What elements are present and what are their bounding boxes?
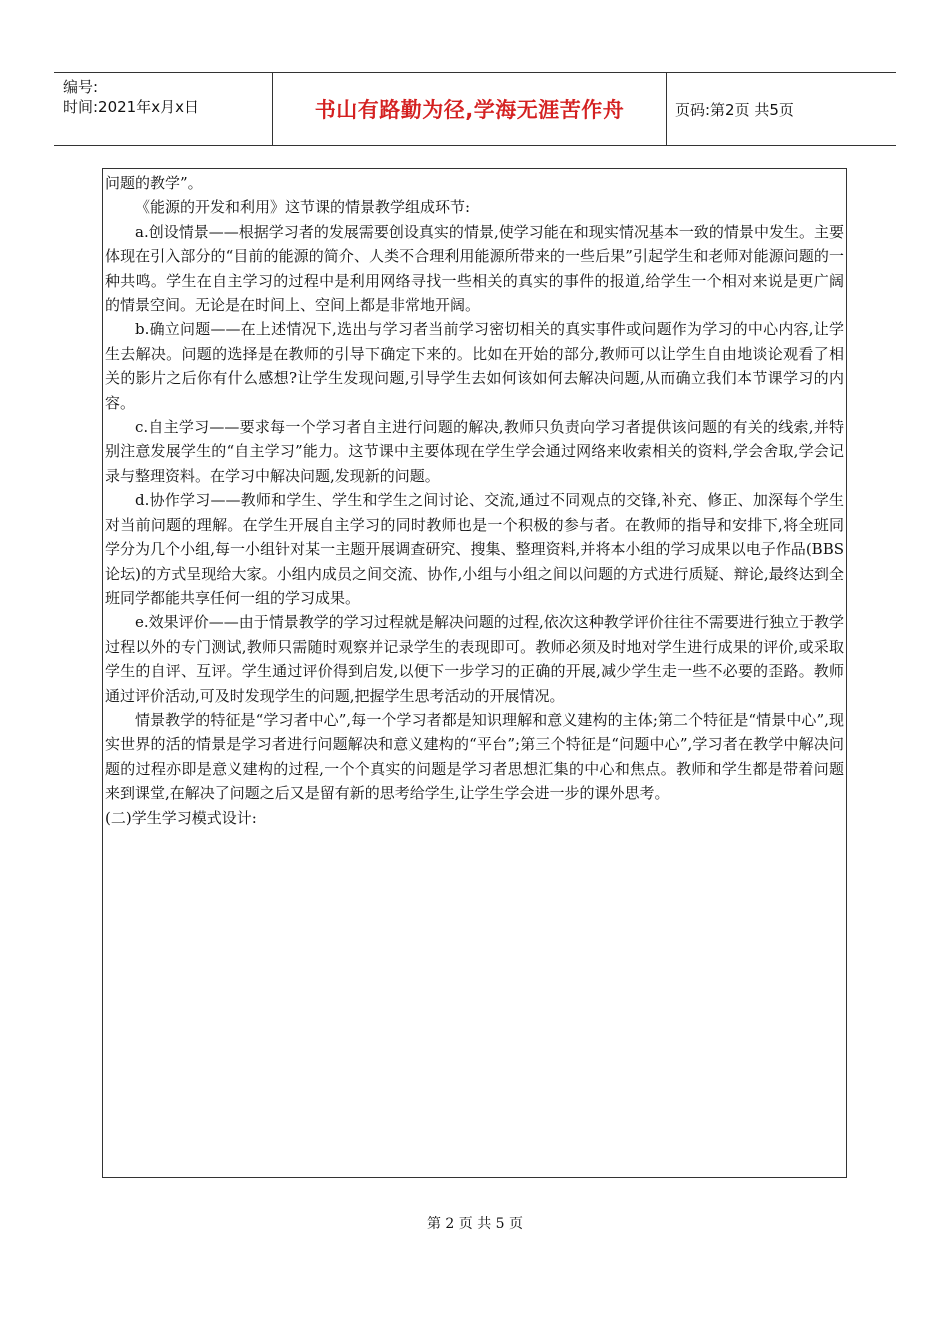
header-meta bbox=[63, 77, 273, 117]
section-heading: (二)学生学习模式设计: bbox=[105, 808, 257, 827]
paragraph: d.协作学习——教师和学生、学生和学生之间讨论、交流,通过不同观点的交锋,补充、修正、加深每个学生对当前问题的理解。在学生开展自主学习的同时教师也是一个积极的参与者。在教师的指导和安排下,将全班同学分为几个小组,每一小组针对某一主题开展调查研究、搜集、整理资料,并将本小组的学习成果以电子作品(BBS论坛)的方式呈现给大家。小组内成员之间交流、协作,小组与小组之间以问题的方式进行质疑、辩论,最终达到全班同学都能共享任何一组的学习成果。 bbox=[105, 491, 844, 607]
paragraph: 问题的教学”。 bbox=[105, 174, 203, 192]
paragraph: c.自主学习——要求每一个学习者自主进行问题的解决,教师只负责向学习者提供该问题的有关的线索,并特别注意发展学生的“自主学习”能力。这节课中主要体现在学生学会通过网络来收索相关的资料,学会舍取,学会记录与整理资料。在学习中解决问题,发现新的问题。 bbox=[105, 418, 844, 485]
document-number-label: 编号: bbox=[63, 78, 99, 96]
paragraph: e.效果评价——由于情景教学的学习过程就是解决问题的过程,依次这种教学评价往往不需要进行独立于教学过程以外的专门测试,教师只需随时观察并记录学生的表现即可。教师必须及时地对学生进行成果的评价,或采取学生的自评、互评。学生通过评价得到启发,以便下一步学习的正确的开展,减少学生走一些不必要的歪路。教师通过评价活动,可及时发现学生的问题,把握学生思考活动的开展情况。 bbox=[105, 613, 844, 705]
page-footer: 第 2 页 共 5 页 bbox=[426, 1216, 524, 1232]
paragraph: b.确立问题——在上述情况下,选出与学习者当前学习密切相关的真实事件或问题作为学习的中心内容,让学生去解决。问题的选择是在教师的引导下确定下来的。比如在开始的部分,教师可以让学生自由地谈论观看了相关的影片之后你有什么感想?让学生发现问题,引导学生去如何该如何去解决问题,从而确立我们本节课学习的内容。 bbox=[105, 320, 844, 412]
page-header bbox=[54, 72, 896, 146]
content-box bbox=[102, 168, 847, 1178]
header-divider bbox=[666, 73, 667, 145]
document-time-label: 时间:2021年x月x日 bbox=[63, 98, 199, 116]
paragraph: 《能源的开发和利用》这节课的情景教学组成环节: bbox=[135, 198, 471, 217]
header-page-info: 页码:第2页 共5页 bbox=[675, 100, 794, 119]
paragraph: 情景教学的特征是“学习者中心”,每一个学习者都是知识理解和意义建构的主体;第二个特征是“情景中心”,现实世界的活的情景是学习者进行问题解决和意义建构的“平台”;第三个特征是“问题中心”,学习者在教学中解决问题的过程亦即是意义建构的过程,一个个真实的问题是学习者思想汇集的中心和焦点。教师和学生都是带着问题来到课堂,在解决了问题之后又是留有新的思考给学生,让学生学会进一步的课外思考。 bbox=[105, 710, 844, 803]
body-text bbox=[105, 171, 844, 830]
paragraph: a.创设情景——根据学习者的发展需要创设真实的情景,使学习能在和现实情况基本一致的情景中发生。主要体现在引入部分的“目前的能源的简介、人类不合理利用能源所带来的一些后果”引起学生和老师对能源问题的一种共鸣。学生在自主学习的过程中是利用网络寻找一些相关的真实的事件的报道,给学生一个相对来说是更广阔的情景空间。无论是在时间上、空间上都是非常地开阔。 bbox=[105, 222, 844, 315]
header-motto: 书山有路勤为径,学海无涯苦作舟 bbox=[314, 98, 625, 122]
